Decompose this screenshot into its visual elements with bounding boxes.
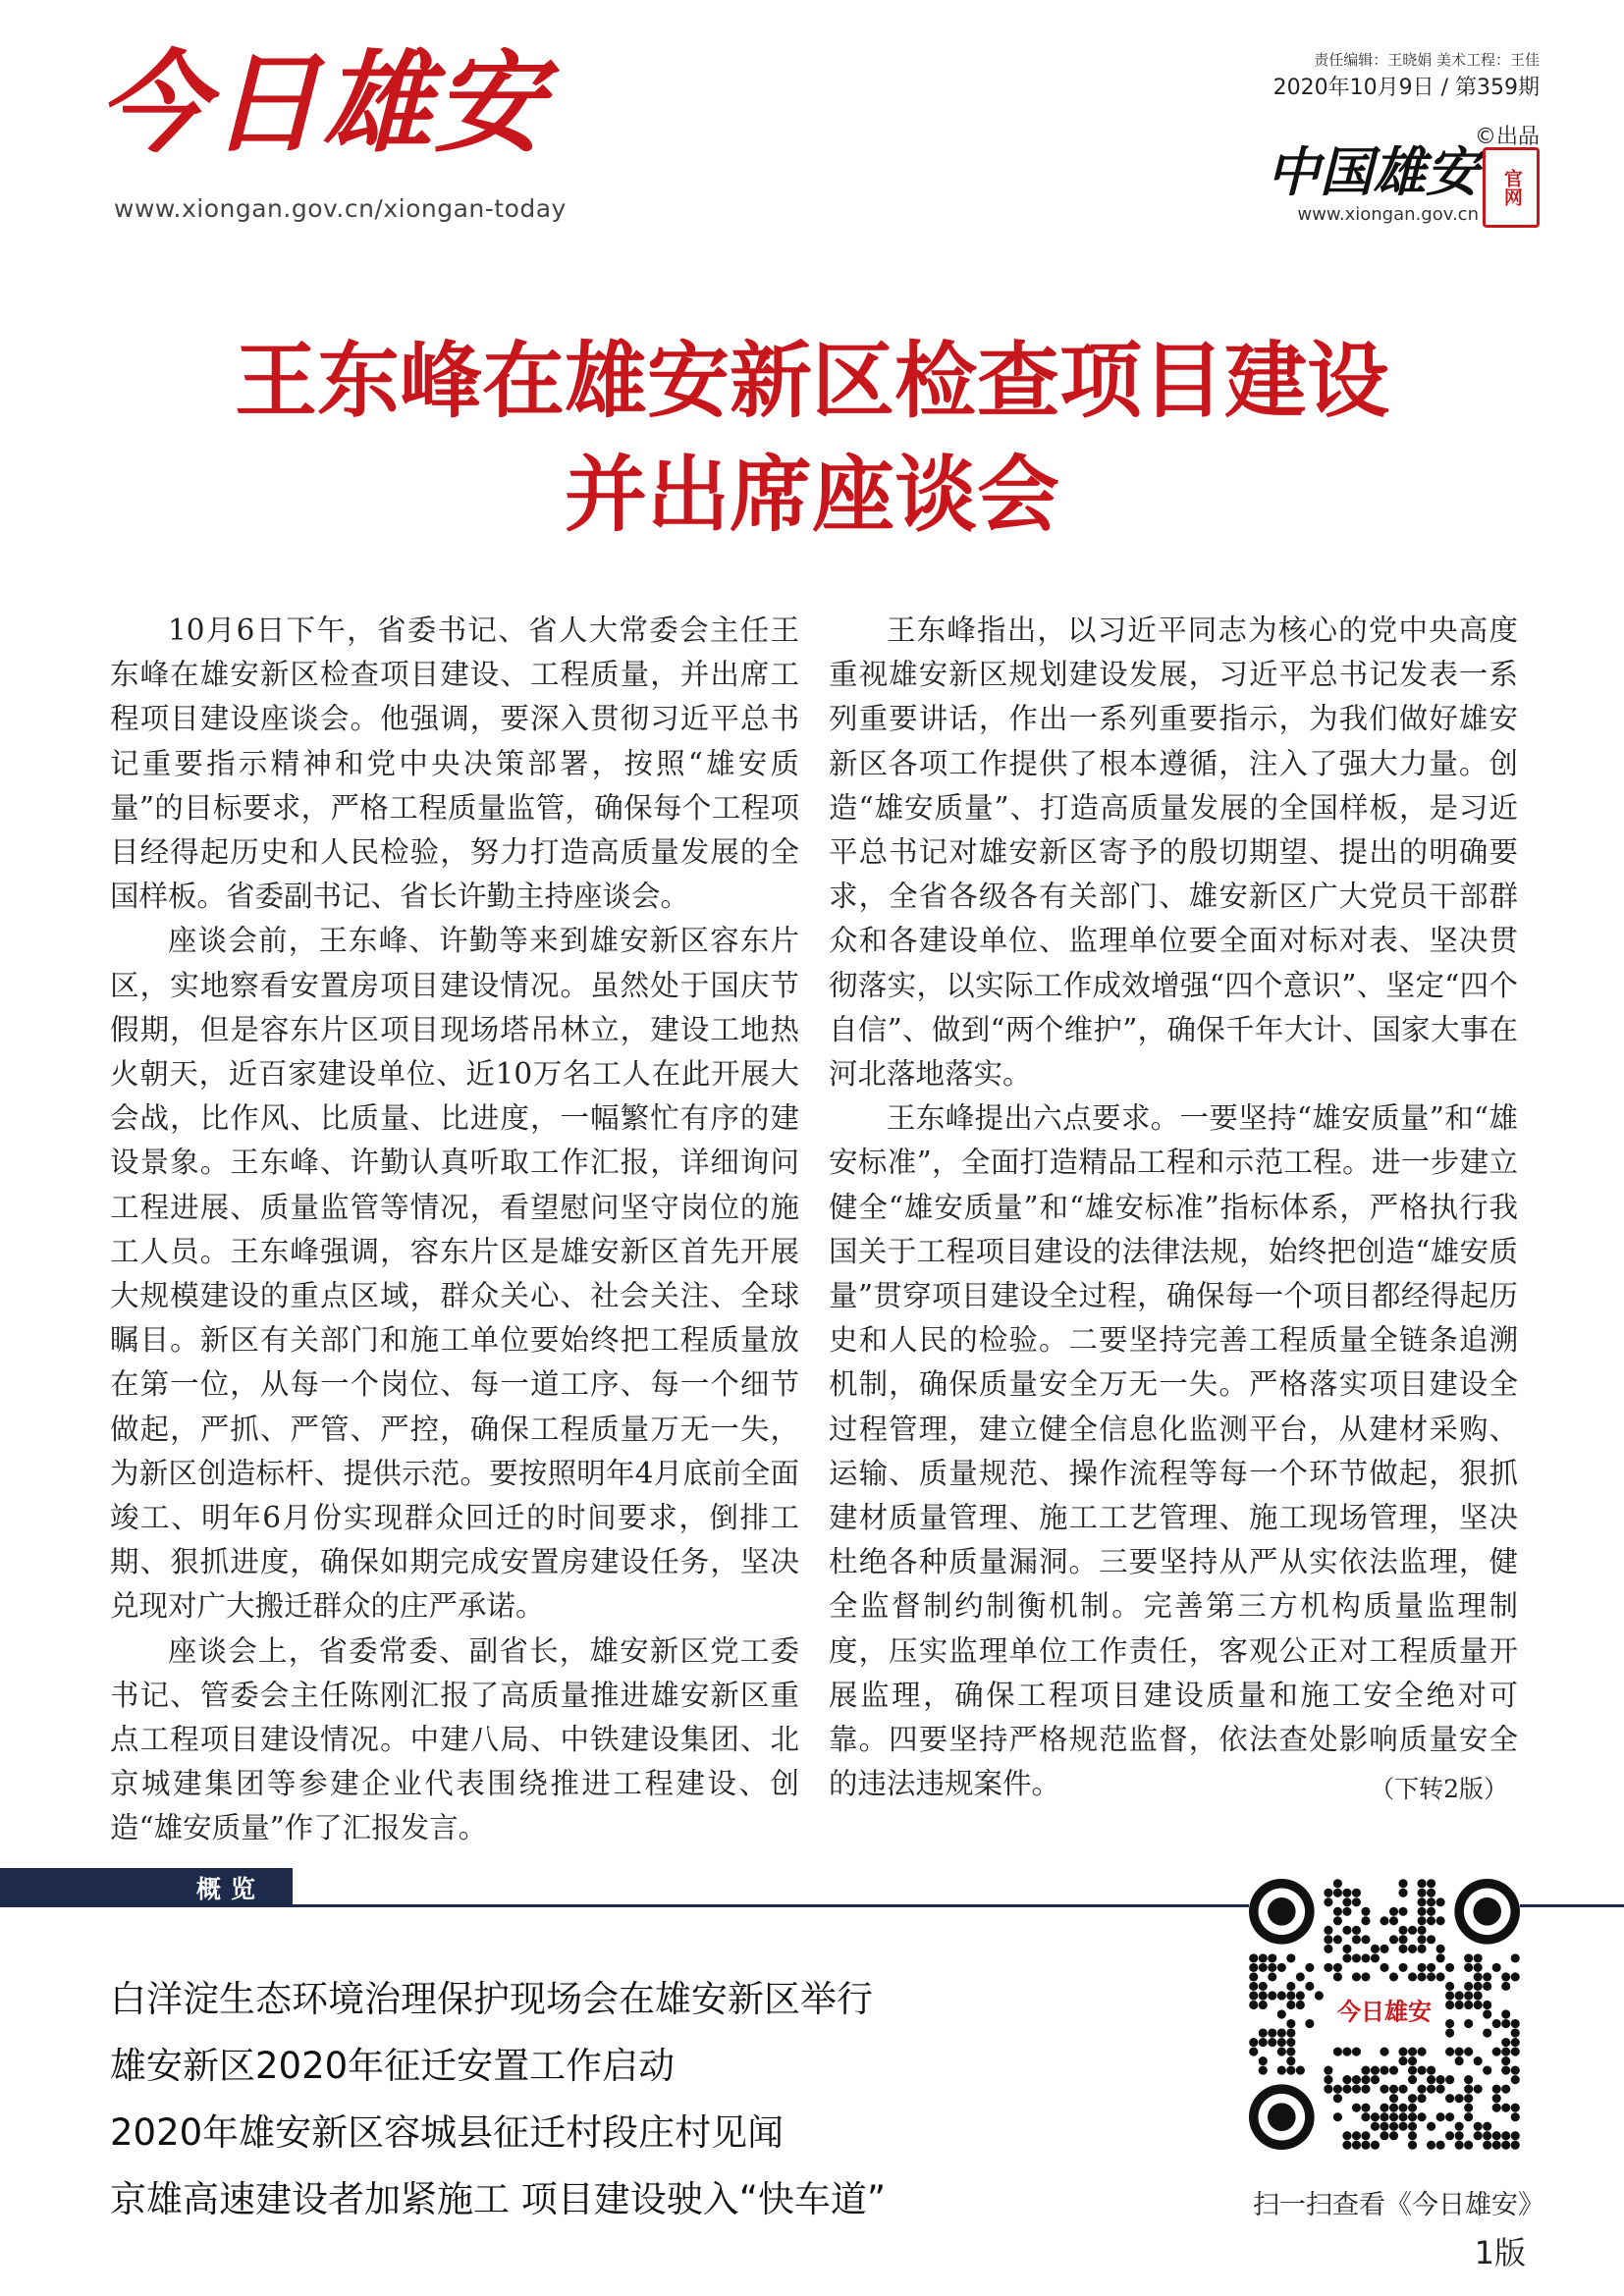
article-column-left — [110, 609, 799, 1851]
editor-credits: 责任编辑：王晓娟 美术工程：王佳 — [1314, 51, 1540, 69]
overview-item[interactable]: 白洋淀生态环境治理保护现场会在雄安新区举行 — [110, 1978, 873, 2020]
qr-caption: 扫一扫查看《今日雄安》 — [1253, 2190, 1544, 2220]
article-column-right — [829, 609, 1518, 1806]
masthead-logo: 今日雄安 — [98, 39, 546, 168]
masthead-url[interactable]: www.xiongan.gov.cn/xiongan-today — [114, 194, 567, 223]
overview-label: 概览 — [0, 1868, 293, 1906]
overview-item[interactable]: 京雄高速建设者加紧施工 项目建设驶入“快车道” — [110, 2178, 887, 2220]
article-paragraph: 王东峰指出，以习近平同志为核心的党中央高度重视雄安新区规划建设发展，习近平总书记发表一系列重要讲话，作出一系列重要指示，为我们做好雄安新区各项工作提供了根本遵循，注入了强大力量。创造“雄安质量”、打造高质量发展的全国样板，是习近平总书记对雄安新区寄予的殷切期望、提出的明确要求，全省各级各有关部门、雄安新区广大党员干部群众和各建设单位、监理单位要全面对标对表、坚决贯彻落实，以实际工作成效增强“四个意识”、坚定“四个自信”、做到“两个维护”，确保千年大计、国家大事在河北落地落实。 — [829, 614, 1518, 1092]
article-paragraph: 王东峰提出六点要求。一要坚持“雄安质量”和“雄安标准”，全面打造精品工程和示范工程。进一步建立健全“雄安质量”和“雄安标准”指标体系，严格执行我国关于工程项目建设的法律法规，始终把创造“雄安质量”贯穿项目建设全过程，确保每一个项目都经得起历史和人民的检验。二要坚持完善工程质量全链条追溯机制，确保质量安全万无一失。严格落实项目建设全过程管理，建立健全信息化监测平台，从建材采购、运输、质量规范、操作流程等每一个环节做起，狠抓建材质量管理、施工工艺管理、施工现场管理，坚决杜绝各种质量漏洞。三要坚持从严从实依法监理，健全监督制约制衡机制。完善第三方机构质量监理制度，压实监理单位工作责任，客观公正对工程质量开展监理，确保工程项目建设质量和施工安全绝对可靠。四要坚持严格规范监督，依法查处影响质量安全的违法违规案件。 — [829, 1101, 1518, 1801]
qr-code-icon — [1249, 1879, 1520, 2150]
continued-note: （下转2版） — [1370, 1775, 1508, 1803]
publisher-logo: 中国雄安 — [1267, 140, 1479, 203]
overview-item[interactable]: 雄安新区2020年征迁安置工作启动 — [110, 2045, 676, 2087]
page-number: 1版 — [1474, 2234, 1526, 2271]
article-paragraph: 座谈会上，省委常委、副省长，雄安新区党工委书记、管委会主任陈刚汇报了高质量推进雄安新区重点工程项目建设情况。中建八局、中铁建设集团、北京城建集团等参建企业代表围绕推进工程建设、创造“雄安质量”作了汇报发言。 — [110, 1633, 799, 1845]
issue-info: 2020年10月9日 / 第359期 — [1272, 76, 1540, 100]
article-paragraph: 座谈会前，王东峰、许勤等来到雄安新区容东片区，实地察看安置房项目建设情况。虽然处于国庆节假期，但是容东片区项目现场塔吊林立，建设工地热火朝天，近百家建设单位、近10万名工人在此开展大会战，比作风、比质量、比进度，一幅繁忙有序的建设景象。王东峰、许勤认真听取工作汇报，详细询问工程进展、质量监管等情况，看望慰问坚守岗位的施工人员。王东峰强调，容东片区是雄安新区首先开展大规模建设的重点区域，群众关心、社会关注、全球瞩目。新区有关部门和施工单位要始终把工程质量放在第一位，从每一个岗位、每一道工序、每一个细节做起，严抓、严管、严控，确保工程质量万无一失，为新区创造标杆、提供示范。要按照明年4月底前全面竣工、明年6月份实现群众回迁的时间要求，倒排工期、狠抓进度，确保如期完成安置房建设任务，坚决兑现对广大搬迁群众的庄严承诺。 — [110, 924, 799, 1624]
headline-line-2: 并出席座谈会 — [564, 446, 1059, 543]
publisher-note: ©出品 — [1474, 125, 1540, 149]
overview-item[interactable]: 2020年雄安新区容城县征迁村段庄村见闻 — [110, 2111, 785, 2154]
headline-line-1: 王东峰在雄安新区检查项目建设 — [234, 332, 1389, 429]
publisher-seal-text: 官网 — [1500, 169, 1523, 206]
publisher-url[interactable]: www.xiongan.gov.cn — [1297, 204, 1479, 225]
qr-center-label: 今日雄安 — [1337, 1997, 1432, 2026]
article-paragraph: 10月6日下午，省委书记、省人大常委会主任王东峰在雄安新区检查项目建设、工程质量，并出席工程项目建设座谈会。他强调，要深入贯彻习近平总书记重要指示精神和党中央决策部署，按照“雄安质量”的目标要求，严格工程质量监管，确保每个工程项目经得起历史和人民检验，努力打造高质量发展的全国样板。省委副书记、省长许勤主持座谈会。 — [110, 614, 799, 914]
headline — [0, 324, 1624, 552]
publisher-seal-icon — [1483, 147, 1540, 228]
qr-code[interactable] — [1249, 1879, 1520, 2150]
